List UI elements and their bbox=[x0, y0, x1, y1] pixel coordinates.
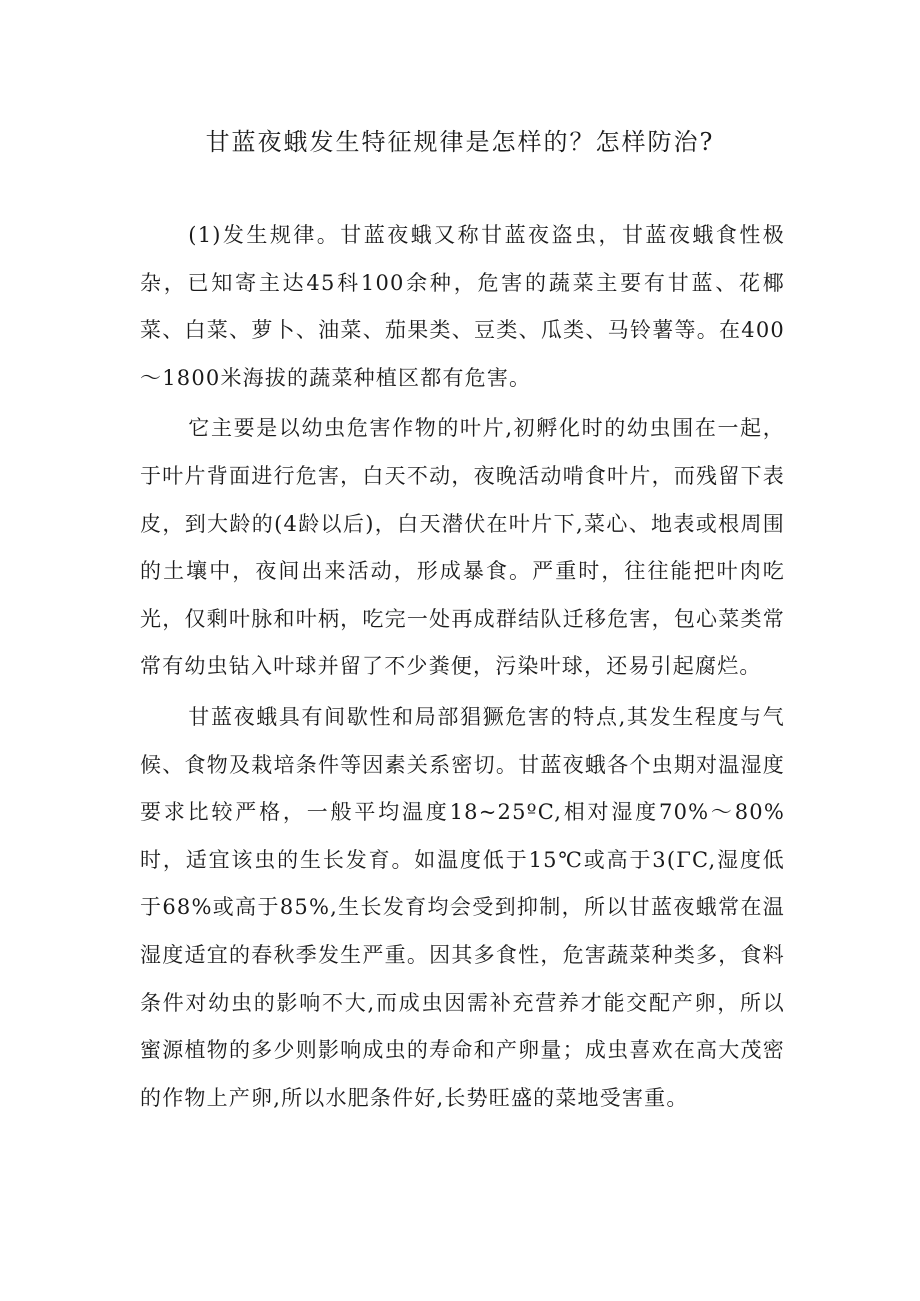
paragraph-climate-factors: 甘蓝夜蛾具有间歇性和局部猖獗危害的特点,其发生程度与气候、食物及栽培条件等因素关系密切。甘蓝夜蛾各个虫期对温湿度要求比较严格，一般平均温度18~25ºC,相对湿度70%～80%时，适宜该虫的生长发育。如温度低于15℃或高于3(ΓC,湿度低于68%或高于85%,生长发育均会受到抑制，所以甘蓝夜蛾常在温湿度适宜的春秋季发生严重。因其多食性，危害蔬菜种类多，食料条件对幼虫的影响不大,而成虫因需补充营养才能交配产卵，所以蜜源植物的多少则影响成虫的寿命和产卵量；成虫喜欢在高大茂密的作物上产卵,所以水肥条件好,长势旺盛的菜地受害重。 bbox=[140, 704, 785, 1110]
document-body bbox=[140, 212, 785, 1125]
document-title: 甘蓝夜蛾发生特征规律是怎样的？怎样防治? bbox=[205, 128, 715, 156]
paragraph-occurrence-pattern: (1)发生规律。甘蓝夜蛾又称甘蓝夜盗虫，甘蓝夜蛾食性极杂，已知寄主达45科100余种，危害的蔬菜主要有甘蓝、花椰菜、白菜、萝卜、油菜、茄果类、豆类、瓜类、马铃薯等。在400～1800米海拔的蔬菜种植区都有危害。 bbox=[140, 223, 785, 390]
paragraph-larva-damage: 它主要是以幼虫危害作物的叶片,初孵化时的幼虫围在一起，于叶片背面进行危害，白天不动，夜晚活动啃食叶片，而残留下表皮，到大龄的(4龄以后)，白天潜伏在叶片下,菜心、地表或根周围的土壤中，夜间出来活动，形成暴食。严重时，往往能把叶肉吃光，仅剩叶脉和叶柄，吃完一处再成群结队迁移危害，包心菜类常常有幼虫钻入叶球并留了不少粪便，污染叶球，还易引起腐烂。 bbox=[140, 416, 785, 679]
